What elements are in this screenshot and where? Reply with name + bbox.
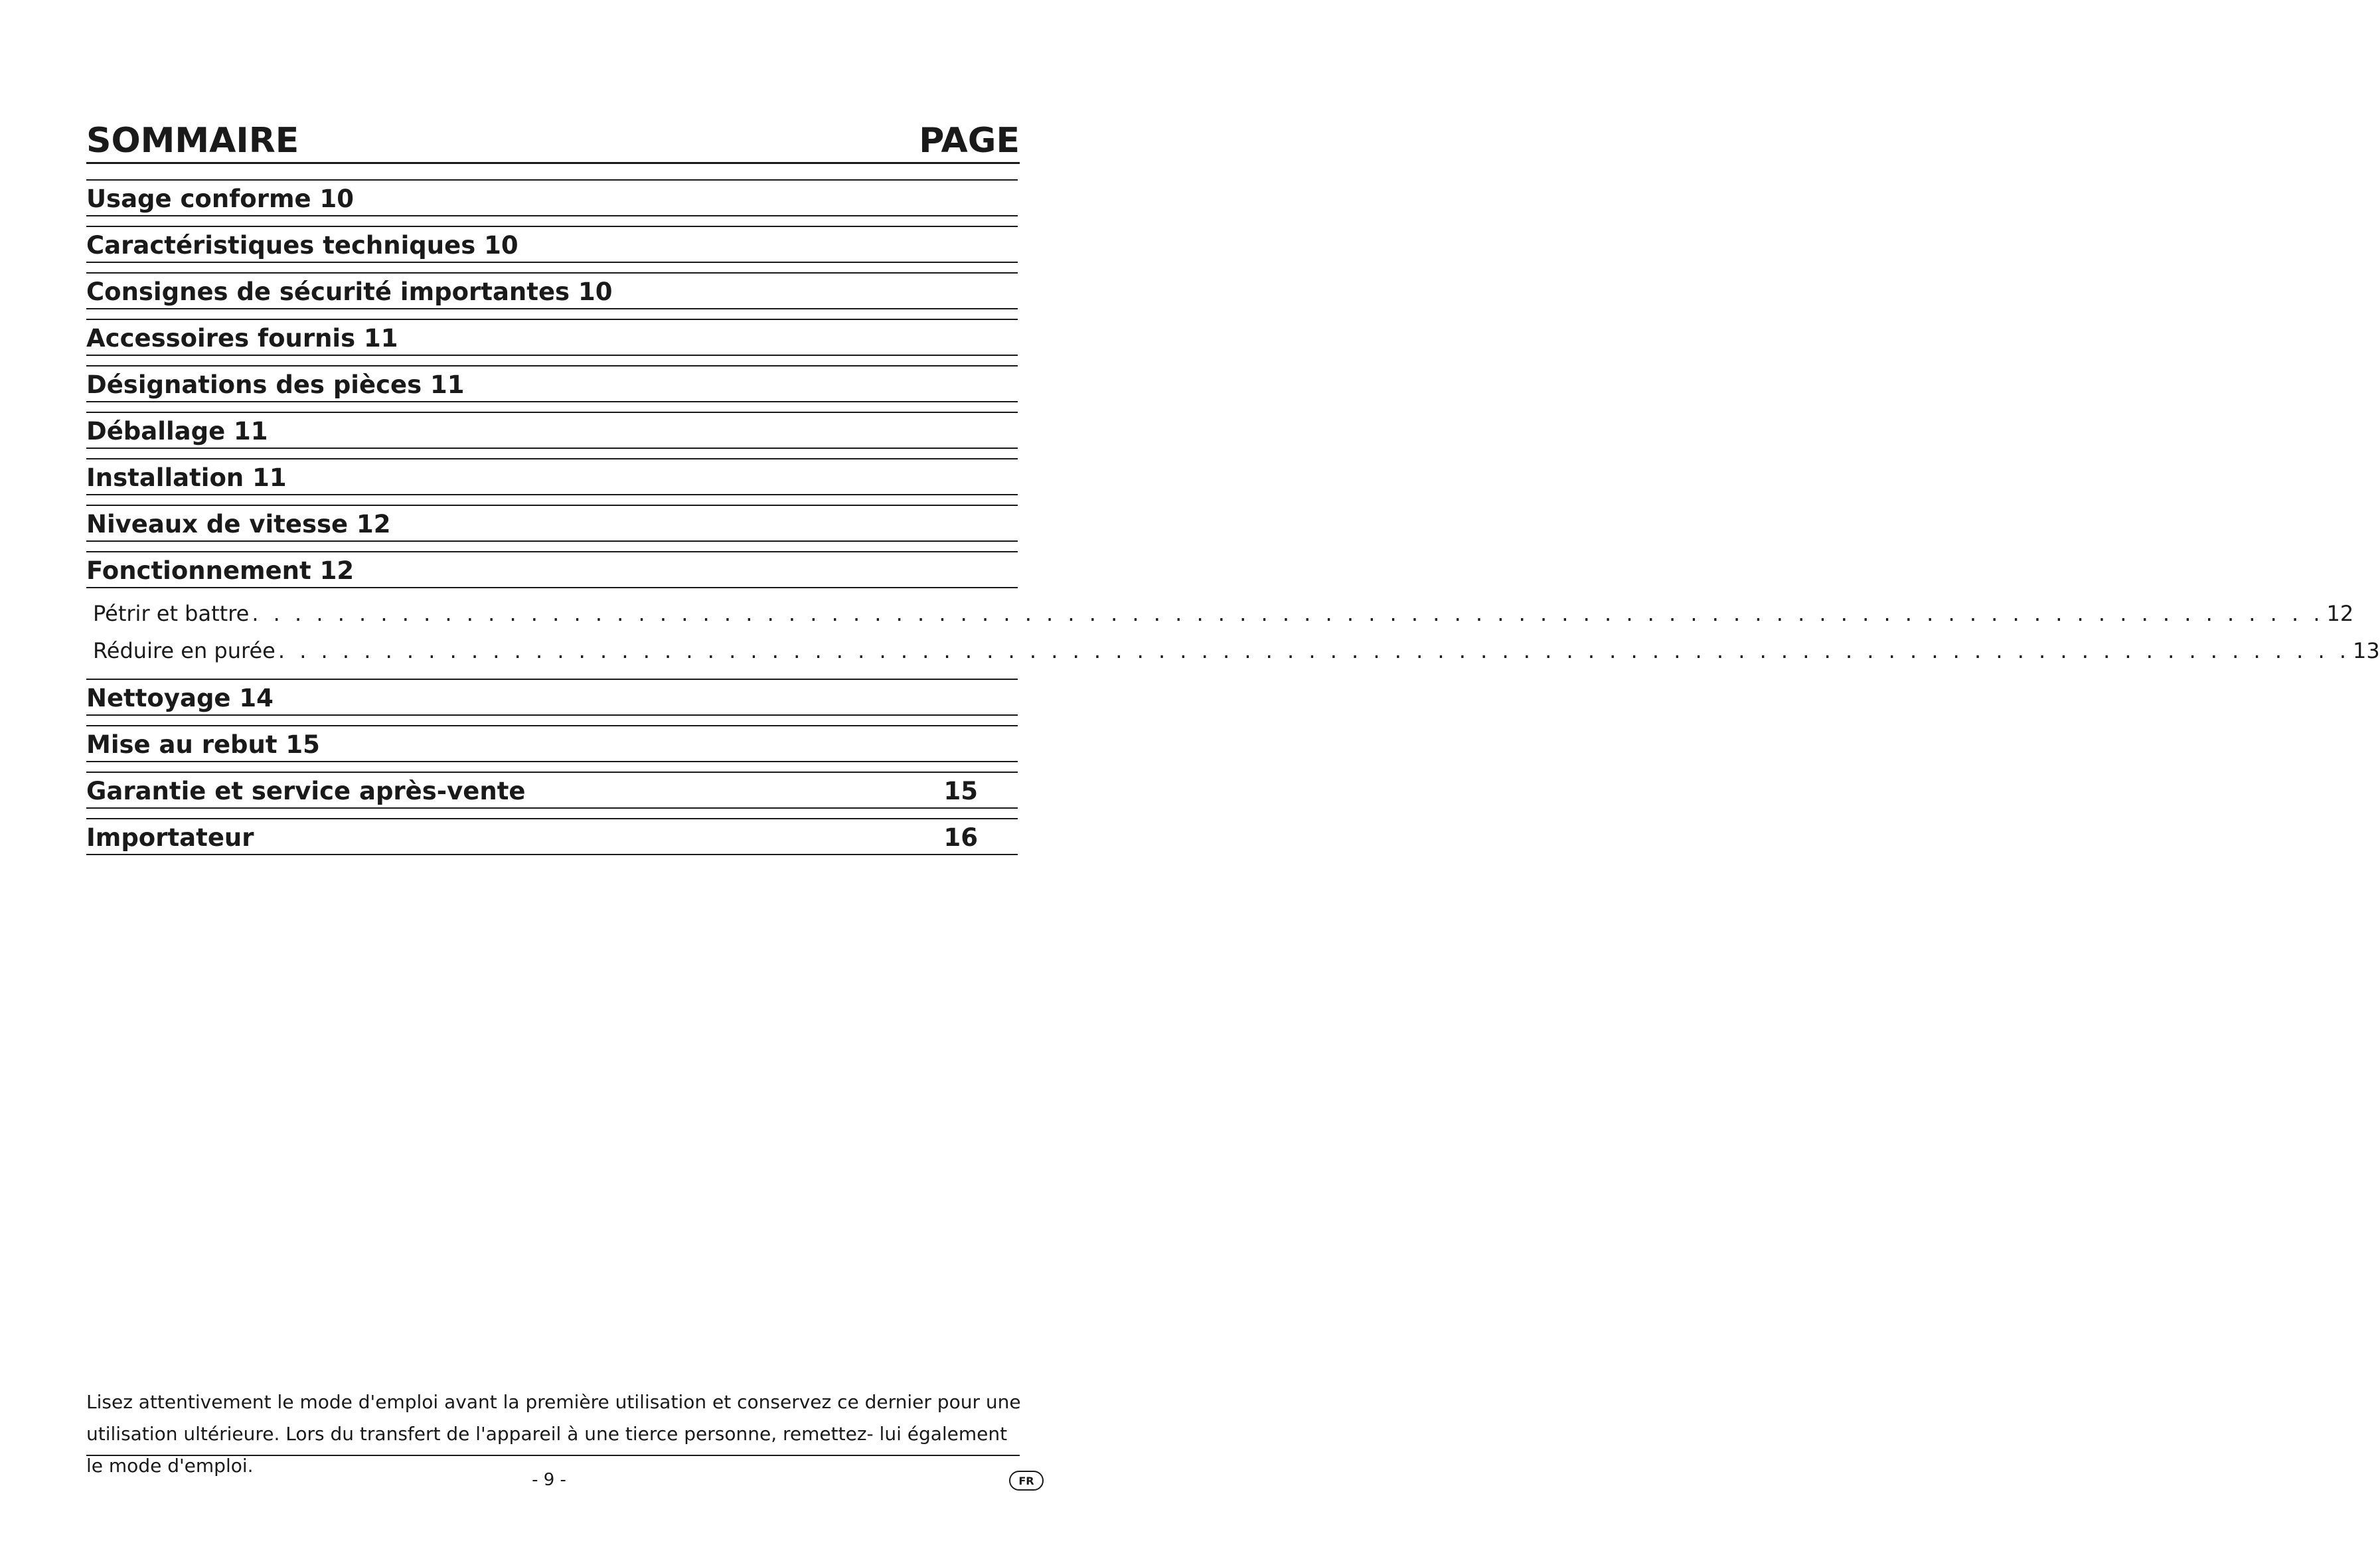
toc-entry[interactable] (86, 679, 1018, 716)
language-badge: FR (1009, 1471, 1044, 1491)
toc-entry-label: Accessoires fournis 11 (86, 324, 398, 353)
toc-subentry-page: 13 (2353, 638, 2380, 663)
toc-entry[interactable] (86, 179, 1018, 216)
toc-entry-label: Déballage 11 (86, 417, 268, 446)
page-column-label: PAGE (919, 121, 1020, 161)
toc-subentry[interactable] (86, 595, 2354, 632)
toc-entry-label: Garantie et service après-vente (86, 777, 526, 805)
toc-entry-page: 15 (943, 777, 978, 805)
toc-entry-label: Importateur (86, 823, 254, 852)
toc-entry-label: Nettoyage 14 (86, 684, 274, 712)
toc-entry[interactable] (86, 772, 1018, 809)
toc-subentries (86, 588, 2380, 669)
toc-subentry-page: 12 (2326, 601, 2354, 626)
toc-entry[interactable] (86, 505, 1018, 542)
toc-entry-label: Usage conforme 10 (86, 185, 354, 213)
table-of-contents (86, 179, 2380, 864)
toc-header (86, 114, 1020, 164)
page-number: - 9 - (532, 1470, 566, 1490)
page-title: SOMMAIRE (86, 121, 299, 161)
dot-leader: . . . . . . . . . . . . . . . . . . . . . . . . . . . . . . . . . . . . . . . . . . . . . . . . . . . . . . . . . . . . . . . . . . . . . . . . . . . . . . . . . . . . . . . . . . . . . . . . . (278, 638, 2351, 663)
toc-entry[interactable] (86, 551, 1018, 588)
toc-entry[interactable] (86, 818, 1018, 855)
toc-entry-label: Installation 11 (86, 463, 287, 492)
toc-entry[interactable] (86, 226, 1018, 263)
dot-leader: . . . . . . . . . . . . . . . . . . . . . . . . . . . . . . . . . . . . . . . . . . . . . . . . . . . . . . . . . . . . . . . . . . . . . . . . . . . . . . . . . . . . . . . . . . . . . . . . . (252, 601, 2324, 626)
toc-entry-label: Niveaux de vitesse 12 (86, 510, 391, 538)
toc-entry-label: Caractéristiques techniques 10 (86, 231, 518, 260)
toc-entry[interactable] (86, 319, 1018, 356)
toc-entry[interactable] (86, 272, 1018, 309)
toc-subentry-label: Réduire en purée (93, 638, 276, 663)
toc-entry[interactable] (86, 458, 1018, 495)
toc-subentry-label: Pétrir et battre (93, 601, 250, 626)
toc-entry-label: Mise au rebut 15 (86, 730, 320, 759)
footer-divider (86, 1455, 1020, 1456)
toc-entry[interactable] (86, 412, 1018, 449)
toc-entry-label: Désignations des pièces 11 (86, 370, 465, 399)
toc-entry-label: Consignes de sécurité importantes 10 (86, 278, 613, 306)
toc-entry-label: Fonctionnement 12 (86, 556, 355, 585)
toc-subentry[interactable] (86, 632, 2380, 669)
toc-entry[interactable] (86, 725, 1018, 762)
toc-entry[interactable] (86, 365, 1018, 402)
toc-entry-page: 16 (943, 823, 978, 852)
reading-instructions-note: Lisez attentivement le mode d'emploi avant la première utilisation et conservez ce dernier pour une utilisation ultérieure. Lors du transfert de l'appareil à une tierce personne, remettez- lui également le mode d'emploi. (86, 1391, 1021, 1477)
